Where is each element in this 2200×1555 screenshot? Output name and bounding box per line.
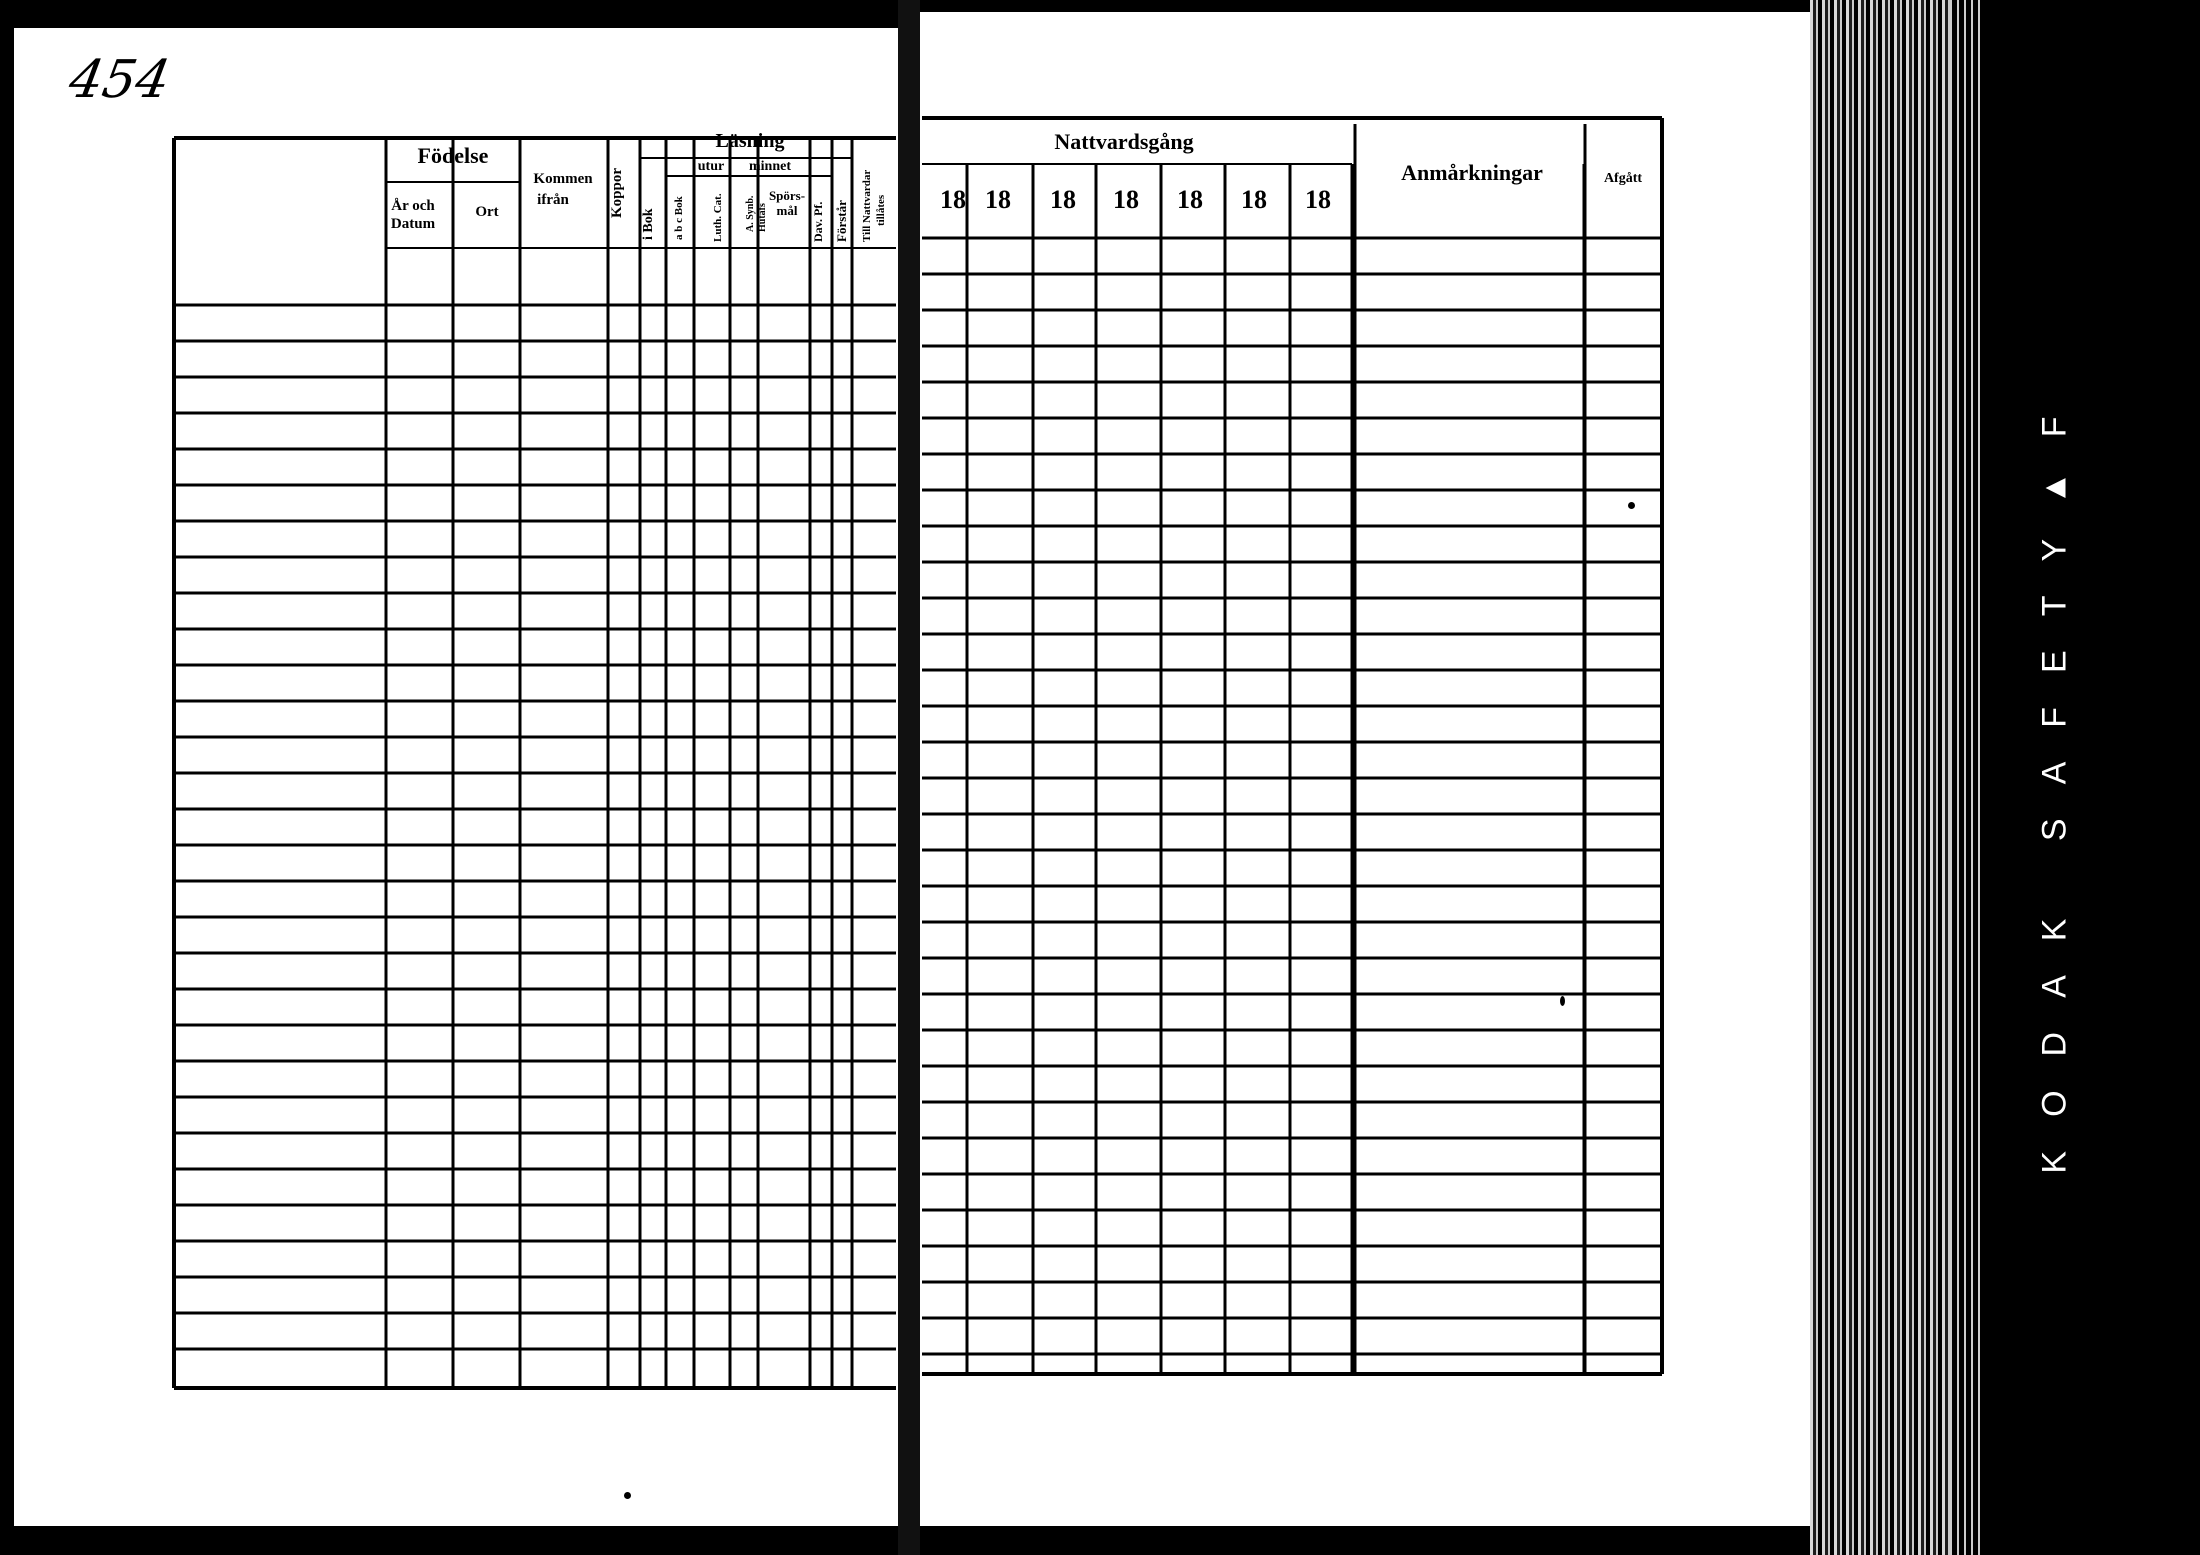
header-ar-och: År och — [391, 198, 435, 214]
header-anmarkningar: Anmårkningar — [1401, 160, 1543, 185]
header-till-nattvardar: Till Nattvardar — [861, 169, 873, 242]
year-label: 18 — [1241, 185, 1267, 214]
header-sporsmal-2: mål — [776, 203, 798, 218]
header-tillates: tillåtes — [875, 194, 887, 226]
year-label: 18 — [1050, 185, 1076, 214]
header-dav-pf: Dav. Pf. — [811, 201, 825, 242]
header-fodelse: Födelse — [417, 143, 489, 168]
right-table-grid — [922, 118, 1662, 1374]
header-a-synb: A. Synb. — [745, 195, 756, 232]
header-kommen: Kommen — [533, 171, 593, 187]
header-utur: utur — [697, 159, 725, 174]
header-abc-bok: a b c Bok — [673, 196, 685, 240]
kodak-text: KODAK SAFETY — [2035, 504, 2074, 1174]
left-table-grid — [174, 138, 896, 1388]
header-ifran: ifrån — [537, 192, 569, 208]
year-columns — [940, 185, 1331, 214]
header-afgatt: Afgått — [1603, 171, 1643, 186]
page-number: 454 — [64, 50, 175, 110]
year-label: 18 — [1305, 185, 1331, 214]
header-lasning: Läsning — [715, 130, 785, 152]
header-i-bok: i Bok — [641, 208, 656, 240]
header-nattvardsgang: Nattvardsgång — [1054, 129, 1194, 154]
header-sporsmal-1: Spörs- — [768, 188, 806, 203]
year-label: 18 — [1113, 185, 1139, 214]
year-label: 18 — [1177, 185, 1203, 214]
header-hutafs: Hutafs — [757, 203, 768, 232]
triangle-icon: ▲ — [2035, 436, 2074, 505]
header-ort: Ort — [475, 204, 499, 220]
header-datum: Datum — [390, 216, 436, 232]
header-luth-cat: Luth. Cat. — [712, 193, 724, 242]
year-label: 18 — [940, 185, 966, 214]
film-f-mark: F — [2035, 381, 2074, 437]
ink-spot — [1560, 996, 1565, 1006]
header-forstar: Förstår — [834, 200, 849, 242]
ink-spot — [624, 1492, 631, 1499]
header-koppor: Koppor — [609, 167, 625, 218]
ink-spot — [1628, 502, 1635, 509]
header-minnet: minnet — [749, 159, 791, 174]
year-label: 18 — [985, 185, 1011, 214]
